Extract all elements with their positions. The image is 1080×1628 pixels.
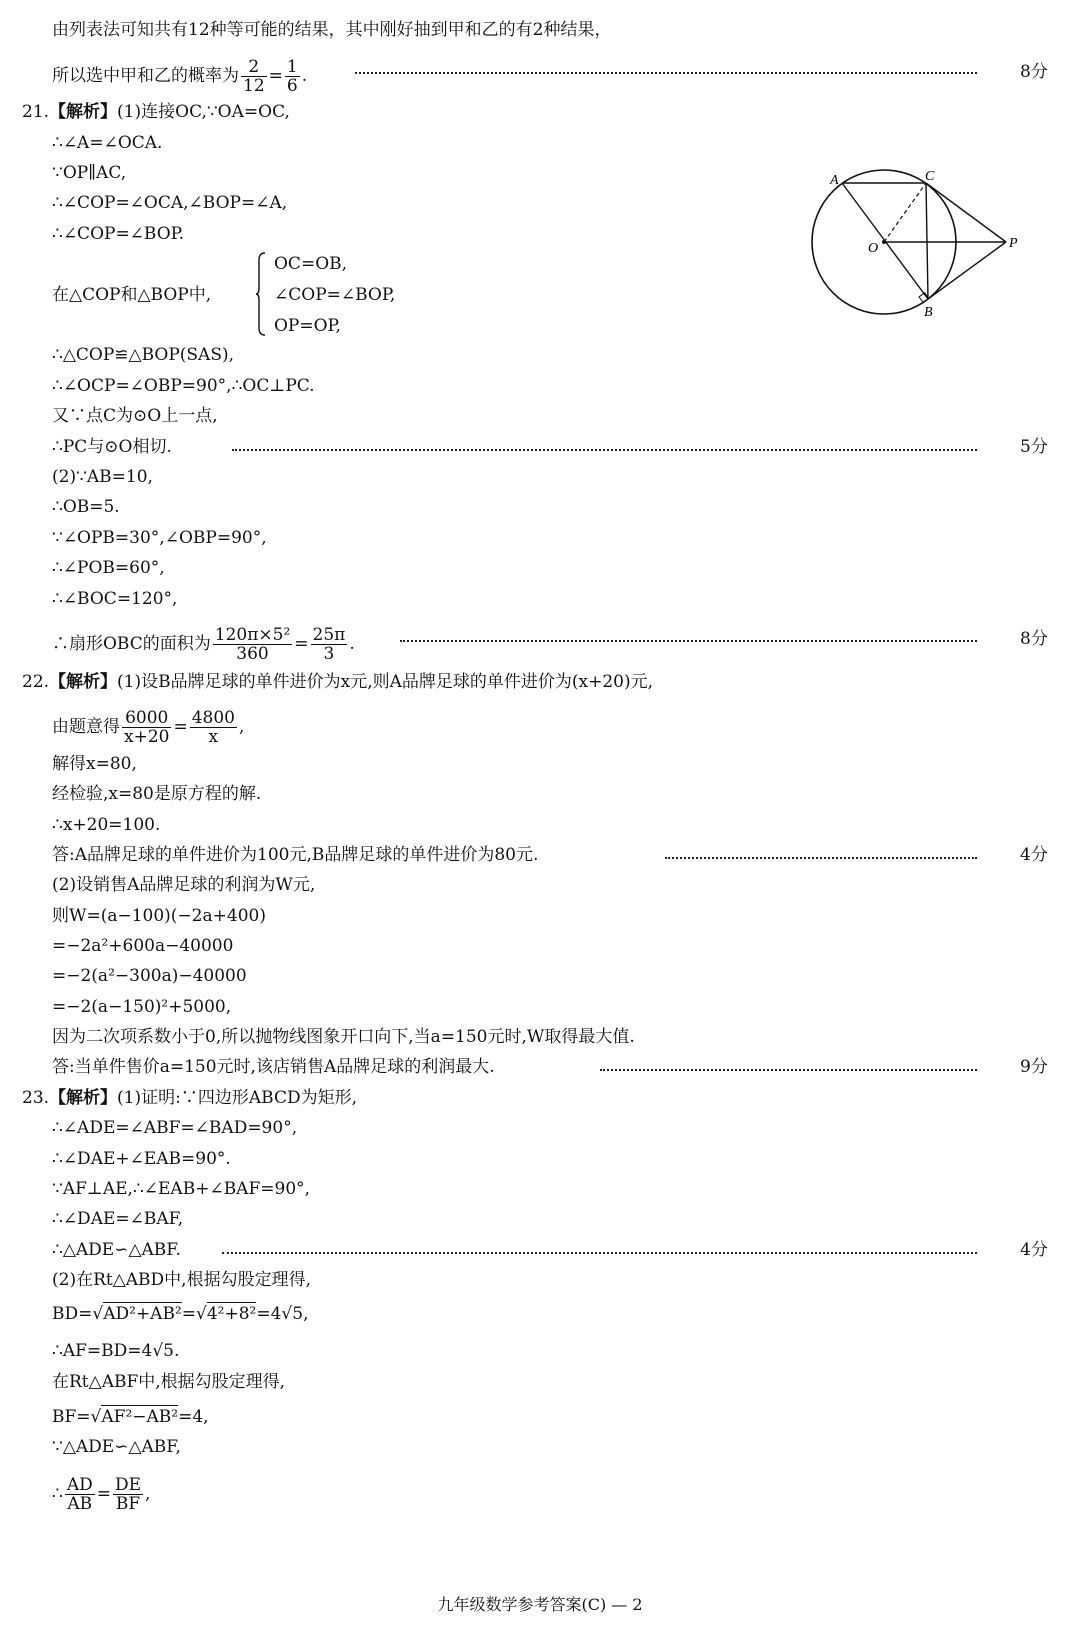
score-label: 8分: [1020, 629, 1048, 649]
center-point: [882, 240, 886, 244]
text-line: 在Rt△ABF中,根据勾股定理得,: [52, 1372, 286, 1392]
dotted-leader: [600, 1069, 977, 1071]
text-line: =−2(a−150)²+5000,: [52, 997, 232, 1017]
system-line: ∠COP=∠BOP,: [274, 285, 396, 305]
text-line: ∴PC与⊙O相切.: [52, 437, 172, 457]
ratio-line: ∴ $\frac{AD}{AB}$ = $\frac{DE}{BF}$ ,: [52, 1475, 151, 1514]
text-line: ∴△COP≌△BOP(SAS),: [52, 345, 235, 365]
text-line: 经检验,x=80是原方程的解.: [52, 784, 262, 804]
text-line: (2)设销售A品牌足球的利润为W元,: [52, 875, 316, 895]
text-line: ∵∠OPB=30°,∠OBP=90°,: [52, 528, 267, 548]
score-label: 4分: [1020, 845, 1048, 865]
label-a: A: [830, 173, 839, 188]
system-line: OC=OB,: [274, 254, 348, 274]
text-line: ∴∠COP=∠OCA,∠BOP=∠A,: [52, 193, 288, 213]
text-line: 答:当单件售价a=150元时,该店销售A品牌足球的利润最大.: [52, 1057, 495, 1077]
dotted-leader: [232, 449, 977, 451]
question-23-heading: 23.【解析】(1)证明:∵四边形ABCD为矩形,: [22, 1088, 357, 1108]
page-footer: 九年级数学参考答案(C) — 2: [437, 1595, 643, 1614]
score-label: 5分: [1020, 437, 1048, 457]
question-21-heading: 21.【解析】(1)连接OC,∵OA=OC,: [22, 102, 290, 122]
text-line: ∴OB=5.: [52, 497, 120, 517]
text-line: 则W=(a−100)(−2a+400): [52, 906, 266, 926]
text-line: ∵AF⊥AE,∴∠EAB+∠BAF=90°,: [52, 1179, 311, 1199]
text-line: ∴∠DAE+∠EAB=90°.: [52, 1149, 231, 1169]
score-label: 4分: [1020, 1240, 1048, 1260]
text-line: 又∵点C为⊙O上一点,: [52, 406, 218, 426]
text-line: 解得x=80,: [52, 754, 137, 774]
text-line: ∴x+20=100.: [52, 815, 161, 835]
tangent-pb: [928, 242, 1006, 299]
score-label: 8分: [1020, 62, 1048, 82]
text-line: ∴△ADE∽△ABF.: [52, 1240, 181, 1260]
probability-line: 所以选中甲和乙的概率为 $\frac{2}{12}$ = $\frac{1}{6}$ .: [52, 57, 308, 96]
circle-tangent-diagram: [800, 168, 1032, 324]
sqrt-line: BD=√AD²+AB²=√4²+8²=4√5,: [52, 1304, 309, 1324]
text-line: ∴∠BOC=120°,: [52, 589, 178, 609]
text-line: ∴∠POB=60°,: [52, 558, 165, 578]
text-line: ∵OP∥AC,: [52, 163, 127, 183]
text-line: ∴∠A=∠OCA.: [52, 133, 163, 153]
left-brace: [256, 252, 266, 336]
tangent-pc: [926, 183, 1006, 242]
text-line: ∴∠COP=∠BOP.: [52, 224, 185, 244]
text-line: ∵△ADE∽△ABF,: [52, 1437, 181, 1457]
label-p: P: [1009, 236, 1018, 251]
question-22-heading: 22.【解析】(1)设B品牌足球的单件进价为x元,则A品牌足球的单件进价为(x+20)元,: [22, 672, 654, 692]
label-o: O: [868, 241, 879, 256]
text-line: 因为二次项系数小于0,所以抛物线图象开口向下,当a=150元时,W取得最大值.: [52, 1027, 635, 1047]
label-b: B: [924, 305, 933, 320]
segment-oc: [884, 183, 926, 242]
chord-cb: [926, 183, 928, 299]
label-c: C: [925, 169, 935, 184]
text-line: ∴AF=BD=4√5.: [52, 1341, 180, 1361]
equation-system: [256, 252, 496, 344]
text-line: 答:A品牌足球的单件进价为100元,B品牌足球的单件进价为80元.: [52, 845, 539, 865]
system-line: OP=OP,: [274, 316, 341, 336]
sector-area-line: ∴扇形OBC的面积为 $\frac{\text{120π×5²}}{360}$ = $\frac{25\pi}{3}$ .: [52, 625, 355, 664]
text-line: =−2(a²−300a)−40000: [52, 966, 247, 986]
dotted-leader: [665, 857, 977, 859]
text-line: 在△COP和△BOP中,: [52, 285, 212, 305]
text-line: (2)∵AB=10,: [52, 467, 153, 487]
dotted-leader: [355, 72, 977, 74]
equation-line: 由题意得 $\frac{6000}{x+20}$ = $\frac{4800}{x}$ ,: [52, 708, 245, 747]
sqrt-line: BF=√AF²−AB²=4,: [52, 1407, 209, 1427]
text-line: ∴∠ADE=∠ABF=∠BAD=90°,: [52, 1118, 298, 1138]
score-label: 9分: [1020, 1057, 1048, 1077]
text-line: (2)在Rt△ABD中,根据勾股定理得,: [52, 1270, 311, 1290]
text-line: ∴∠DAE=∠BAF,: [52, 1209, 184, 1229]
text-line: ∴∠OCP=∠OBP=90°,∴OC⊥PC.: [52, 376, 315, 396]
dotted-leader: [222, 1252, 977, 1254]
dotted-leader: [400, 640, 977, 642]
text-line: 由列表法可知共有12种等可能的结果，其中刚好抽到甲和乙的有2种结果，: [52, 20, 612, 40]
text-line: =−2a²+600a−40000: [52, 936, 234, 956]
